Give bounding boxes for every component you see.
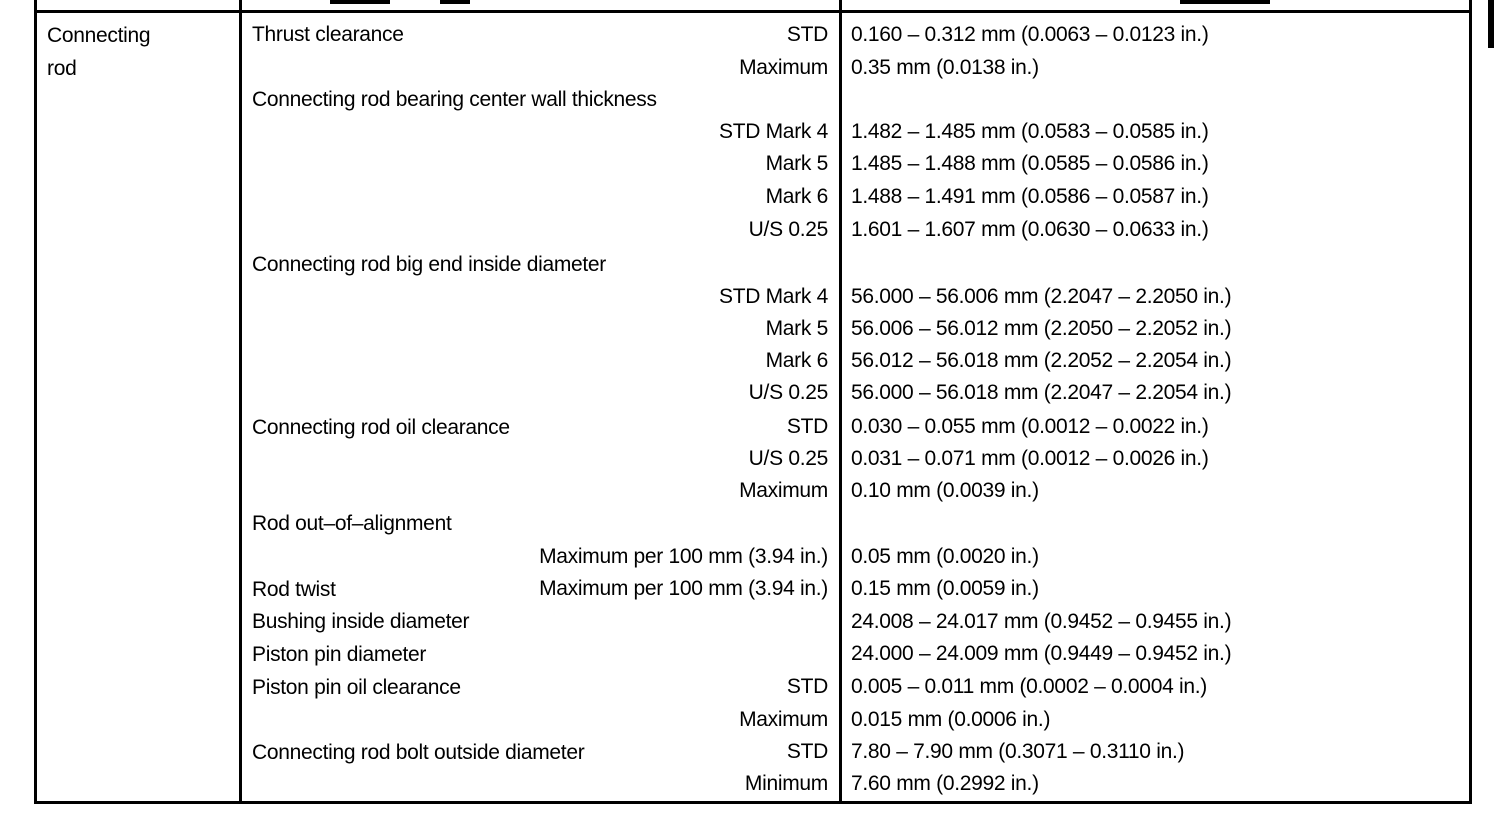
spec-value: 0.15 mm (0.0059 in.)	[851, 577, 1039, 600]
table-left-border	[34, 0, 37, 804]
spec-value: 56.000 – 56.006 mm (2.2047 – 2.2050 in.)	[851, 285, 1232, 308]
header-ink-mark	[440, 0, 470, 4]
table-top-border	[34, 10, 1472, 13]
spec-item: Piston pin oil clearance	[252, 676, 461, 699]
spec-item: Connecting rod big end inside diameter	[252, 253, 606, 276]
spec-condition: Maximum per 100 mm (3.94 in.)	[539, 545, 828, 568]
spec-condition: Maximum	[739, 708, 828, 731]
spec-condition: Mark 5	[765, 317, 828, 340]
spec-item: Bushing inside diameter	[252, 610, 470, 633]
spec-condition: STD Mark 4	[718, 120, 828, 143]
spec-value: 0.015 mm (0.0006 in.)	[851, 708, 1051, 731]
spec-value: 56.012 – 56.018 mm (2.2052 – 2.2054 in.)	[851, 349, 1232, 372]
column-divider-category	[239, 0, 242, 804]
spec-value: 7.80 – 7.90 mm (0.3071 – 0.3110 in.)	[851, 740, 1185, 763]
spec-value: 0.05 mm (0.0020 in.)	[851, 545, 1039, 568]
spec-value: 0.35 mm (0.0138 in.)	[851, 56, 1039, 79]
header-ink-mark	[330, 0, 390, 4]
spec-item: Connecting rod bearing center wall thickness	[252, 88, 657, 111]
spec-condition: U/S 0.25	[748, 218, 828, 241]
spec-value: 7.60 mm (0.2992 in.)	[851, 772, 1039, 795]
spec-condition: STD Mark 4	[718, 285, 828, 308]
spec-item: Connecting rod oil clearance	[252, 416, 510, 439]
spec-condition: Maximum per 100 mm (3.94 in.)	[539, 577, 828, 600]
spec-value: 0.031 – 0.071 mm (0.0012 – 0.0026 in.)	[851, 447, 1209, 470]
spec-condition: Mark 6	[765, 349, 828, 372]
spec-condition: Maximum	[739, 56, 828, 79]
spec-condition: STD	[786, 675, 828, 698]
spec-value: 24.008 – 24.017 mm (0.9452 – 0.9455 in.)	[851, 610, 1232, 633]
spec-value: 0.160 – 0.312 mm (0.0063 – 0.0123 in.)	[851, 23, 1209, 46]
spec-item: Thrust clearance	[252, 23, 404, 46]
spec-value: 24.000 – 24.009 mm (0.9449 – 0.9452 in.)	[851, 642, 1232, 665]
category-label-line1: Connecting	[47, 24, 151, 47]
spec-value: 56.000 – 56.018 mm (2.2047 – 2.2054 in.)	[851, 381, 1232, 404]
spec-condition: STD	[786, 740, 828, 763]
table-right-border	[1469, 0, 1472, 804]
table-bottom-border	[34, 801, 1472, 804]
spec-value: 1.482 – 1.485 mm (0.0583 – 0.0585 in.)	[851, 120, 1209, 143]
spec-condition: U/S 0.25	[748, 447, 828, 470]
spec-condition: U/S 0.25	[748, 381, 828, 404]
spec-item: Rod out–of–alignment	[252, 512, 452, 535]
spec-value: 1.485 – 1.488 mm (0.0585 – 0.0586 in.)	[851, 152, 1209, 175]
column-divider-value	[839, 0, 842, 804]
spec-value: 1.488 – 1.491 mm (0.0586 – 0.0587 in.)	[851, 185, 1209, 208]
page-edge-mark	[1488, 0, 1494, 48]
spec-item: Rod twist	[252, 578, 336, 601]
spec-condition: STD	[786, 415, 828, 438]
spec-item: Connecting rod bolt outside diameter	[252, 741, 585, 764]
spec-condition: Mark 5	[765, 152, 828, 175]
spec-value: 0.10 mm (0.0039 in.)	[851, 479, 1039, 502]
spec-value: 0.030 – 0.055 mm (0.0012 – 0.0022 in.)	[851, 415, 1209, 438]
spec-item: Piston pin diameter	[252, 643, 427, 666]
spec-value: 1.601 – 1.607 mm (0.0630 – 0.0633 in.)	[851, 218, 1209, 241]
spec-condition: Minimum	[744, 772, 828, 795]
spec-value: 0.005 – 0.011 mm (0.0002 – 0.0004 in.)	[851, 675, 1207, 698]
spec-value: 56.006 – 56.012 mm (2.2050 – 2.2052 in.)	[851, 317, 1232, 340]
spec-condition: Maximum	[739, 479, 828, 502]
spec-condition: STD	[786, 23, 828, 46]
category-label-line2: rod	[47, 57, 77, 80]
header-ink-mark	[1180, 0, 1270, 4]
spec-condition: Mark 6	[765, 185, 828, 208]
